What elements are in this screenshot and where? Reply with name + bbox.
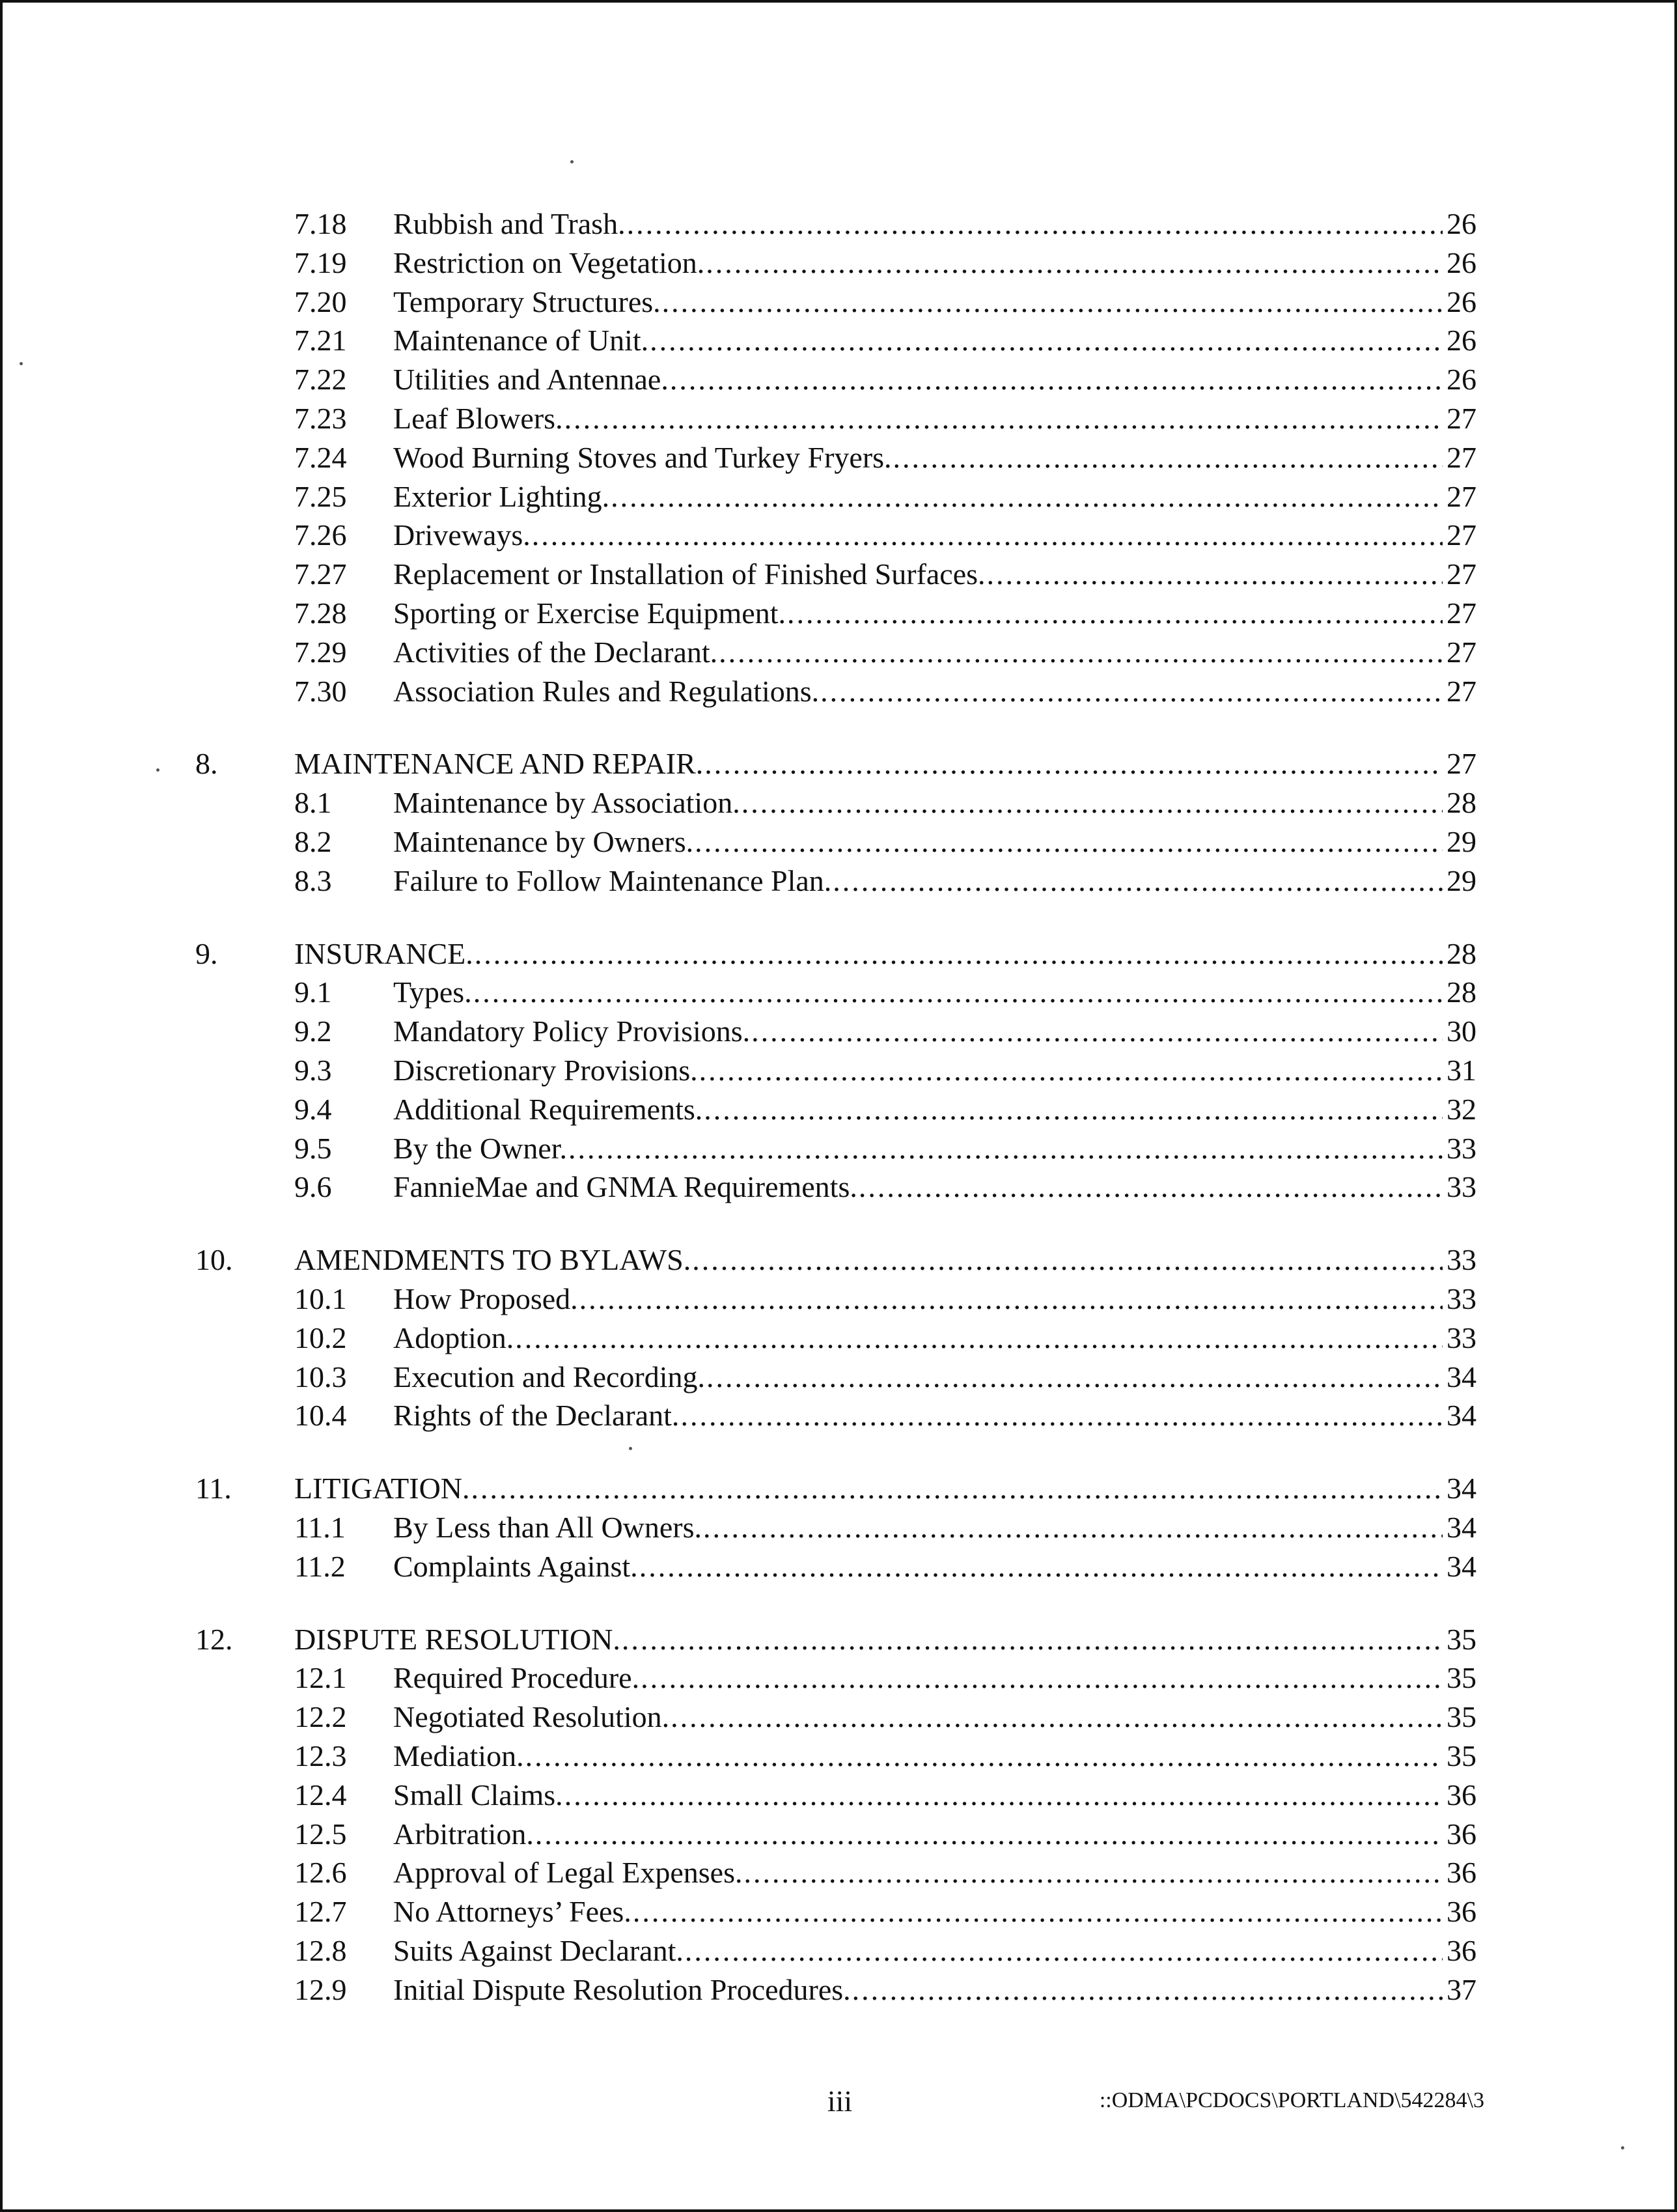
toc-page-number: 27 — [1447, 557, 1476, 591]
toc-title: AMENDMENTS TO BYLAWS. — [294, 1243, 691, 1277]
toc-number: 7.26 — [294, 518, 347, 552]
toc-title: Replacement or Installation of Finished Surfaces. — [393, 557, 986, 591]
toc-number: 9.4 — [294, 1092, 332, 1126]
toc-page-number: 36 — [1447, 1817, 1476, 1851]
toc-number: 10.2 — [294, 1321, 347, 1354]
toc-entry — [0, 1547, 1677, 1586]
dot-leader — [568, 1129, 1443, 1168]
toc-number: 7.23 — [294, 402, 347, 435]
toc-number: 8.1 — [294, 786, 332, 820]
toc-section-heading — [0, 1469, 1677, 1508]
toc-title: No Attorneys’ Fees. — [393, 1895, 631, 1929]
toc-entry — [0, 1358, 1677, 1397]
dot-leader — [692, 1240, 1443, 1280]
toc-page-number: 33 — [1447, 1131, 1476, 1165]
toc-number: 9. — [195, 936, 218, 970]
toc-title: Execution and Recording. — [393, 1360, 706, 1393]
toc-page-number: 35 — [1447, 1739, 1476, 1772]
toc-entry — [0, 861, 1677, 901]
dot-leader — [893, 438, 1443, 477]
scan-speck — [20, 362, 23, 365]
toc-title: Failure to Follow Maintenance Plan. — [393, 863, 832, 897]
dot-leader — [704, 744, 1443, 783]
dot-leader — [680, 1396, 1443, 1435]
toc-page-number: 34 — [1447, 1549, 1476, 1583]
dot-leader — [685, 1931, 1443, 1970]
toc-page-number: 36 — [1447, 1895, 1476, 1929]
toc-entry — [0, 516, 1677, 555]
dot-leader — [704, 1090, 1443, 1129]
toc-page-number: 37 — [1447, 1972, 1476, 2006]
toc-title: Additional Requirements. — [393, 1092, 703, 1126]
dot-leader — [627, 204, 1443, 244]
toc-page-number: 27 — [1447, 440, 1476, 474]
dot-leader — [535, 1815, 1443, 1854]
toc-section-heading — [0, 934, 1677, 973]
toc-entry — [0, 1051, 1677, 1090]
toc-title: Association Rules and Regulations. — [393, 674, 820, 708]
dot-leader — [564, 399, 1443, 438]
toc-number: 9.2 — [294, 1015, 332, 1048]
dot-leader — [706, 1358, 1443, 1397]
toc-entry — [0, 822, 1677, 861]
toc-page-number: 35 — [1447, 1661, 1476, 1695]
toc-page-number: 33 — [1447, 1170, 1476, 1204]
toc-page-number: 32 — [1447, 1092, 1476, 1126]
dot-leader — [703, 1508, 1443, 1547]
dot-leader — [639, 1547, 1443, 1586]
toc-number: 9.3 — [294, 1054, 332, 1087]
dot-leader — [633, 1892, 1443, 1931]
toc-number: 12.8 — [294, 1934, 347, 1967]
toc-title: Discretionary Provisions. — [393, 1054, 698, 1087]
toc-page-number: 33 — [1447, 1321, 1476, 1354]
toc-number: 11. — [195, 1472, 232, 1505]
dot-leader — [564, 1776, 1443, 1815]
toc-entry — [0, 321, 1677, 360]
toc-number: 7.30 — [294, 674, 347, 708]
toc-page-number: 27 — [1447, 402, 1476, 435]
toc-page-number: 29 — [1447, 825, 1476, 858]
toc-page-number: 28 — [1447, 936, 1476, 970]
toc-title: Activities of the Declarant. — [393, 635, 718, 669]
toc-page-number: 35 — [1447, 1622, 1476, 1656]
toc-title: Rubbish and Trash. — [393, 207, 626, 240]
dot-leader — [820, 672, 1443, 711]
scan-speck — [629, 1447, 632, 1450]
toc-number: 8.3 — [294, 863, 332, 897]
toc-entry — [0, 1012, 1677, 1051]
toc-title: How Proposed. — [393, 1282, 578, 1315]
toc-number: 9.5 — [294, 1131, 332, 1165]
toc-number: 7.20 — [294, 285, 347, 318]
toc-page-number: 33 — [1447, 1282, 1476, 1315]
toc-page-number: 27 — [1447, 635, 1476, 669]
toc-page-number: 27 — [1447, 674, 1476, 708]
dot-leader — [719, 633, 1443, 672]
toc-title: Approval of Legal Expenses. — [393, 1856, 743, 1890]
toc-page-number: 33 — [1447, 1243, 1476, 1277]
toc-title: Temporary Structures. — [393, 285, 661, 318]
toc-entry — [0, 1698, 1677, 1737]
toc-entry — [0, 438, 1677, 477]
toc-entry — [0, 555, 1677, 594]
scan-speck — [156, 768, 159, 772]
toc-entry — [0, 1970, 1677, 2009]
toc-section-heading — [0, 1620, 1677, 1659]
toc-entry — [0, 633, 1677, 672]
toc-number: 7.25 — [294, 479, 347, 513]
toc-number: 11.2 — [294, 1549, 346, 1583]
toc-number: 7.29 — [294, 635, 347, 669]
toc-entry — [0, 1319, 1677, 1358]
toc-entry — [0, 1508, 1677, 1547]
toc-title: Restriction on Vegetation. — [393, 245, 705, 279]
toc-entry — [0, 1737, 1677, 1776]
toc-number: 10.4 — [294, 1399, 347, 1433]
toc-title: Wood Burning Stoves and Turkey Fryers. — [393, 440, 892, 474]
toc-title: Maintenance by Association. — [393, 786, 740, 820]
toc-number: 10.1 — [294, 1282, 347, 1315]
toc-entry — [0, 1853, 1677, 1892]
dot-leader — [670, 360, 1443, 399]
toc-number: 7.21 — [294, 324, 347, 357]
toc-entry — [0, 1090, 1677, 1129]
toc-page-number: 28 — [1447, 786, 1476, 820]
toc-number: 12.1 — [294, 1661, 347, 1695]
toc-entry — [0, 1815, 1677, 1854]
toc-number: 8. — [195, 747, 218, 781]
toc-number: 7.19 — [294, 245, 347, 279]
toc-page-number: 36 — [1447, 1856, 1476, 1890]
toc-page-number: 26 — [1447, 363, 1476, 397]
toc-entry — [0, 1659, 1677, 1698]
dot-leader — [699, 1051, 1443, 1090]
toc-page-number: 27 — [1447, 747, 1476, 781]
scan-speck — [570, 160, 574, 163]
dot-leader — [650, 321, 1443, 360]
toc-page-number: 27 — [1447, 518, 1476, 552]
toc-title: Small Claims. — [393, 1778, 563, 1812]
toc-title: Complaints Against. — [393, 1549, 638, 1583]
toc-entry — [0, 1129, 1677, 1168]
toc-page-number: 30 — [1447, 1015, 1476, 1048]
toc-page-number: 27 — [1447, 479, 1476, 513]
scan-speck — [1621, 2146, 1624, 2149]
toc-title: DISPUTE RESOLUTION. — [294, 1622, 620, 1656]
toc-title: Rights of the Declarant. — [393, 1399, 680, 1433]
toc-number: 12.3 — [294, 1739, 347, 1772]
toc-entry — [0, 594, 1677, 633]
toc-title: Initial Dispute Resolution Procedures. — [393, 1972, 851, 2006]
toc-number: 12.5 — [294, 1817, 347, 1851]
toc-title: Maintenance by Owners. — [393, 825, 694, 858]
toc-entry — [0, 477, 1677, 516]
toc-page-number: 26 — [1447, 324, 1476, 357]
toc-page-number: 26 — [1447, 285, 1476, 318]
toc-title: Leaf Blowers. — [393, 402, 563, 435]
toc-title: Maintenance of Unit. — [393, 324, 649, 357]
toc-page-number: 28 — [1447, 975, 1476, 1009]
dot-leader — [833, 861, 1443, 901]
dot-leader — [641, 1659, 1443, 1698]
toc-title: Required Procedure. — [393, 1661, 640, 1695]
toc-number: 12.7 — [294, 1895, 347, 1929]
toc-number: 7.27 — [294, 557, 347, 591]
toc-number: 10. — [195, 1243, 233, 1277]
toc-entry — [0, 1776, 1677, 1815]
toc-number: 12. — [195, 1622, 233, 1656]
toc-entry — [0, 973, 1677, 1012]
dot-leader — [744, 1853, 1443, 1892]
toc-title: Suits Against Declarant. — [393, 1934, 684, 1967]
toc-entry — [0, 1280, 1677, 1319]
toc-title: INSURANCE. — [294, 936, 473, 970]
toc-title: Mandatory Policy Provisions. — [393, 1015, 751, 1048]
toc-entry — [0, 360, 1677, 399]
toc-number: 12.4 — [294, 1778, 347, 1812]
toc-title: Adoption. — [393, 1321, 514, 1354]
toc-entry — [0, 1892, 1677, 1931]
toc-entry — [0, 283, 1677, 322]
toc-page-number: 26 — [1447, 207, 1476, 240]
toc-page-number: 27 — [1447, 596, 1476, 630]
toc-title: MAINTENANCE AND REPAIR. — [294, 747, 704, 781]
dot-leader — [751, 1012, 1443, 1051]
toc-page-number: 26 — [1447, 245, 1476, 279]
toc-title: Arbitration. — [393, 1817, 534, 1851]
toc-title: By the Owner. — [393, 1131, 568, 1165]
toc-number: 7.22 — [294, 363, 347, 397]
dot-leader — [475, 934, 1443, 973]
toc-number: 12.2 — [294, 1700, 347, 1734]
dot-leader — [706, 244, 1443, 283]
dot-leader — [787, 594, 1443, 633]
dot-leader — [611, 477, 1443, 516]
toc-entry — [0, 1168, 1677, 1207]
toc-title: Sporting or Exercise Equipment. — [393, 596, 786, 630]
toc-title: Utilities and Antennae. — [393, 363, 669, 397]
toc-section-heading — [0, 1240, 1677, 1280]
toc-entry — [0, 672, 1677, 711]
toc-entry — [0, 399, 1677, 438]
toc-page-number: 34 — [1447, 1511, 1476, 1544]
toc-number: 11.1 — [294, 1511, 346, 1544]
dot-leader — [741, 783, 1443, 822]
dot-leader — [532, 516, 1443, 555]
toc-title: Types. — [393, 975, 472, 1009]
toc-number: 7.28 — [294, 596, 347, 630]
dot-leader — [515, 1319, 1443, 1358]
dot-leader — [525, 1737, 1443, 1776]
toc-title: Driveways. — [393, 518, 531, 552]
toc-entry — [0, 783, 1677, 822]
toc-page-number: 34 — [1447, 1399, 1476, 1433]
toc-page-number: 36 — [1447, 1934, 1476, 1967]
dot-leader — [859, 1168, 1443, 1207]
toc-title: By Less than All Owners. — [393, 1511, 702, 1544]
footer-page-number: iii — [827, 2084, 853, 2118]
toc-number: 8.2 — [294, 825, 332, 858]
toc-number: 12.6 — [294, 1856, 347, 1890]
toc-title: Exterior Lighting. — [393, 479, 610, 513]
toc-number: 10.3 — [294, 1360, 347, 1393]
dot-leader — [671, 1698, 1443, 1737]
dot-leader — [852, 1970, 1443, 2009]
footer-document-path: ::ODMA\PCDOCS\PORTLAND\542284\3 — [1099, 2088, 1484, 2112]
toc-number: 7.18 — [294, 207, 347, 240]
dot-leader — [471, 1469, 1443, 1508]
toc-title: FannieMae and GNMA Requirements. — [393, 1170, 857, 1204]
toc-page-number: 29 — [1447, 863, 1476, 897]
toc-page-number: 34 — [1447, 1360, 1476, 1393]
toc-entry — [0, 1931, 1677, 1970]
dot-leader — [662, 283, 1443, 322]
toc-entry — [0, 1396, 1677, 1435]
toc-number: 7.24 — [294, 440, 347, 474]
toc-title: Mediation. — [393, 1739, 524, 1772]
dot-leader — [473, 973, 1443, 1012]
toc-number: 9.6 — [294, 1170, 332, 1204]
toc-page-number: 35 — [1447, 1700, 1476, 1734]
toc-entry — [0, 244, 1677, 283]
dot-leader — [622, 1620, 1443, 1659]
toc-section-heading — [0, 744, 1677, 783]
toc-title: LITIGATION. — [294, 1472, 470, 1505]
toc-page-number: 31 — [1447, 1054, 1476, 1087]
toc-entry — [0, 204, 1677, 244]
toc-number: 9.1 — [294, 975, 332, 1009]
dot-leader — [987, 555, 1443, 594]
toc-title: Negotiated Resolution. — [393, 1700, 670, 1734]
dot-leader — [579, 1280, 1443, 1319]
dot-leader — [695, 822, 1443, 861]
toc-number: 12.9 — [294, 1972, 347, 2006]
toc-page-number: 34 — [1447, 1472, 1476, 1505]
toc-page-number: 36 — [1447, 1778, 1476, 1812]
